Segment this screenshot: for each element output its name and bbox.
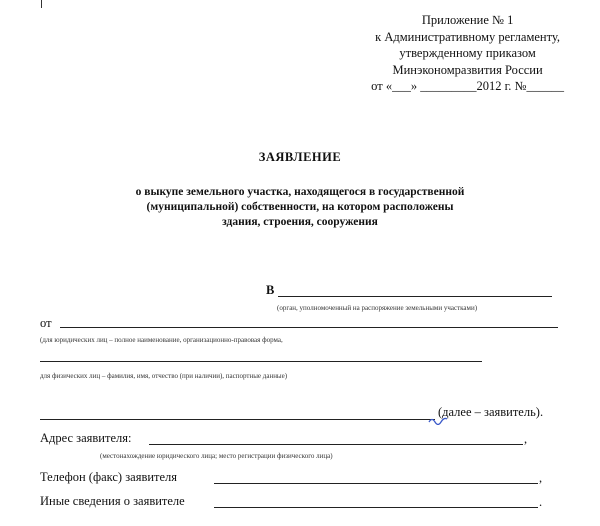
document-subtitle	[60, 185, 540, 230]
document-title: ЗАЯВЛЕНИЕ	[258, 150, 342, 164]
address-hint: (местонахождение юридического лица; место регистрации физического лица)	[100, 452, 333, 460]
appendix-line-2: к Административному регламенту,	[375, 29, 561, 44]
phone-end: ,	[539, 471, 543, 485]
appendix-block	[371, 12, 564, 95]
phone-label: Телефон (факс) заявителя	[40, 470, 178, 484]
to-hint: (орган, уполномоченный на распоряжение земельными участками)	[277, 304, 478, 312]
appendix-line-4: Минэкономразвития России	[392, 62, 543, 77]
applicant-suffix: (далее – заявитель).	[438, 405, 544, 419]
subtitle-line-1: о выкупе земельного участка, находящегося в государственной	[135, 186, 465, 198]
from-field-line-2[interactable]	[40, 361, 482, 362]
appendix-line-3: утвержденному приказом	[399, 46, 536, 60]
other-field[interactable]	[214, 507, 538, 508]
physical-person-hint: для физических лиц – фамилия, имя, отчество (при наличии), паспортные данные)	[40, 372, 288, 380]
appendix-line-1: Приложение № 1	[421, 13, 514, 27]
to-field[interactable]	[278, 296, 552, 297]
address-field[interactable]	[149, 444, 523, 445]
subtitle-line-2: (муниципальной) собственности, на котором расположены	[146, 201, 454, 213]
subtitle-line-3: здания, строения, сооружения	[222, 216, 378, 228]
other-end: .	[539, 495, 543, 509]
phone-field[interactable]	[214, 483, 538, 484]
applicant-field[interactable]	[40, 419, 435, 420]
margin-mark	[41, 0, 42, 8]
from-field[interactable]	[60, 327, 558, 328]
address-label: Адрес заявителя:	[40, 431, 132, 445]
from-label: от	[40, 316, 52, 330]
appendix-line-5: от «___» _________2012 г. №______	[371, 79, 564, 93]
other-label: Иные сведения о заявителе	[40, 494, 185, 508]
to-label: В	[266, 283, 275, 297]
address-end: ,	[524, 432, 528, 446]
legal-entity-hint: (для юридических лиц – полное наименование, организационно-правовая форма,	[40, 336, 283, 344]
